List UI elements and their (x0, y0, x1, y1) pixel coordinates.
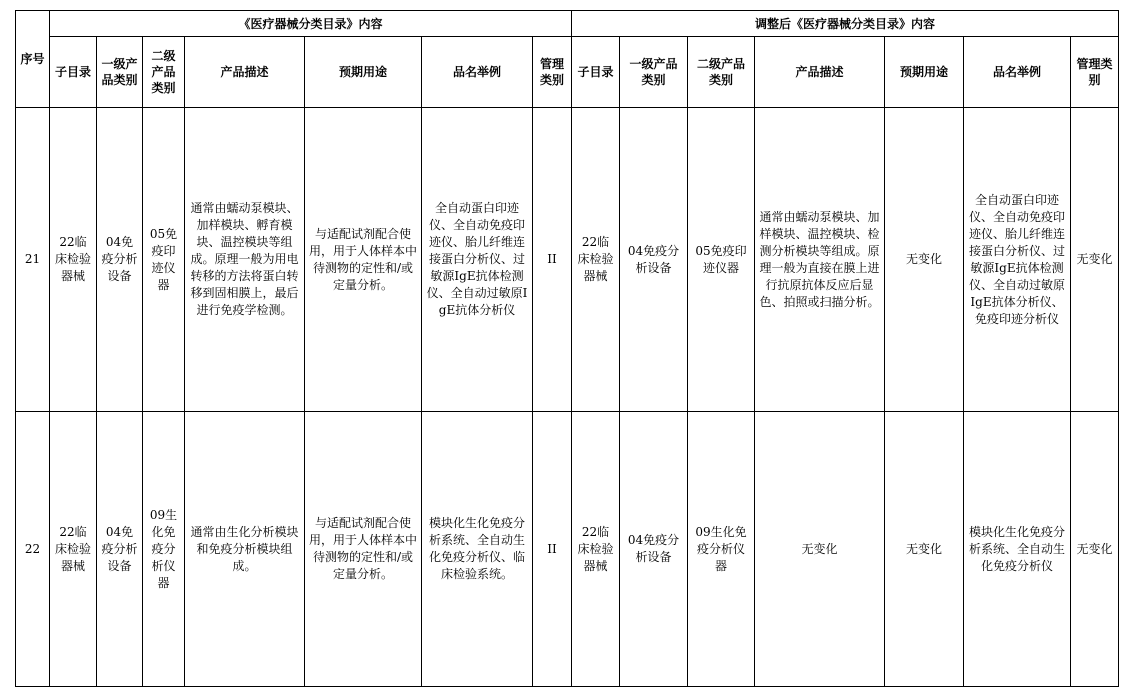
cell-right-description: 无变化 (755, 412, 885, 687)
cell-left-subcatalog: 22临床检验器械 (50, 108, 97, 412)
cell-left-category2: 05免疫印迹仪器 (143, 108, 185, 412)
cell-left-description: 通常由蠕动泵模块、加样模块、孵育模块、温控模块等组成。原理一般为用电转移的方法将蛋白转移到固相膜上，最后进行免疫学检测。 (185, 108, 305, 412)
header-right-description: 产品描述 (755, 37, 885, 108)
header-left-subcatalog: 子目录 (50, 37, 97, 108)
cell-right-description: 通常由蠕动泵模块、加样模块、温控模块、检测分析模块等组成。原理一般为直接在膜上进行抗原抗体反应后显色、拍照或扫描分析。 (755, 108, 885, 412)
cell-left-description: 通常由生化分析模块和免疫分析模块组成。 (185, 412, 305, 687)
header-right-examples: 品名举例 (964, 37, 1071, 108)
cell-left-category1: 04免疫分析设备 (97, 108, 143, 412)
catalog-comparison-table (15, 10, 1119, 687)
cell-left-intended-use: 与适配试剂配合使用，用于人体样本中待测物的定性和/或定量分析。 (305, 108, 422, 412)
header-seq: 序号 (16, 11, 50, 108)
cell-left-category2: 09生化免疫分析仪器 (143, 412, 185, 687)
cell-left-intended-use: 与适配试剂配合使用，用于人体样本中待测物的定性和/或定量分析。 (305, 412, 422, 687)
cell-right-category1: 04免疫分析设备 (620, 412, 688, 687)
header-left-intended-use: 预期用途 (305, 37, 422, 108)
cell-left-subcatalog: 22临床检验器械 (50, 412, 97, 687)
header-left-class: 管理类别 (533, 37, 572, 108)
header-left-examples: 品名举例 (422, 37, 533, 108)
cell-right-category1: 04免疫分析设备 (620, 108, 688, 412)
header-group-adjusted: 调整后《医疗器械分类目录》内容 (572, 11, 1119, 37)
cell-right-class: 无变化 (1071, 412, 1119, 687)
row-seq: 21 (16, 108, 50, 412)
cell-right-subcatalog: 22临床检验器械 (572, 108, 620, 412)
cell-left-class: II (533, 412, 572, 687)
cell-right-category2: 05免疫印迹仪器 (688, 108, 755, 412)
header-left-category2: 二级产品类别 (143, 37, 185, 108)
cell-left-category1: 04免疫分析设备 (97, 412, 143, 687)
header-left-description: 产品描述 (185, 37, 305, 108)
cell-left-class: II (533, 108, 572, 412)
table-row (16, 108, 1119, 412)
header-right-category1: 一级产品类别 (620, 37, 688, 108)
cell-right-examples: 全自动蛋白印迹仪、全自动免疫印迹仪、胎儿纤维连接蛋白分析仪、过敏源IgE抗体检测仪、全自动过敏原IgE抗体分析仪、免疫印迹分析仪 (964, 108, 1071, 412)
header-right-class: 管理类别 (1071, 37, 1119, 108)
row-seq: 22 (16, 412, 50, 687)
cell-right-intended-use: 无变化 (885, 412, 964, 687)
header-right-subcatalog: 子目录 (572, 37, 620, 108)
cell-right-examples: 模块化生化免疫分析系统、全自动生化免疫分析仪 (964, 412, 1071, 687)
header-group-original: 《医疗器械分类目录》内容 (50, 11, 572, 37)
cell-right-subcatalog: 22临床检验器械 (572, 412, 620, 687)
catalog-comparison-table-wrapper (15, 10, 1119, 687)
header-row-columns (16, 37, 1119, 108)
cell-right-class: 无变化 (1071, 108, 1119, 412)
header-left-category1: 一级产品类别 (97, 37, 143, 108)
header-right-intended-use: 预期用途 (885, 37, 964, 108)
cell-left-examples: 全自动蛋白印迹仪、全自动免疫印迹仪、胎儿纤维连接蛋白分析仪、过敏源IgE抗体检测仪、全自动过敏原IgE抗体分析仪 (422, 108, 533, 412)
header-row-groups (16, 11, 1119, 37)
cell-left-examples: 模块化生化免疫分析系统、全自动生化免疫分析仪、临床检验系统。 (422, 412, 533, 687)
table-row (16, 412, 1119, 687)
cell-right-intended-use: 无变化 (885, 108, 964, 412)
cell-right-category2: 09生化免疫分析仪器 (688, 412, 755, 687)
header-right-category2: 二级产品类别 (688, 37, 755, 108)
